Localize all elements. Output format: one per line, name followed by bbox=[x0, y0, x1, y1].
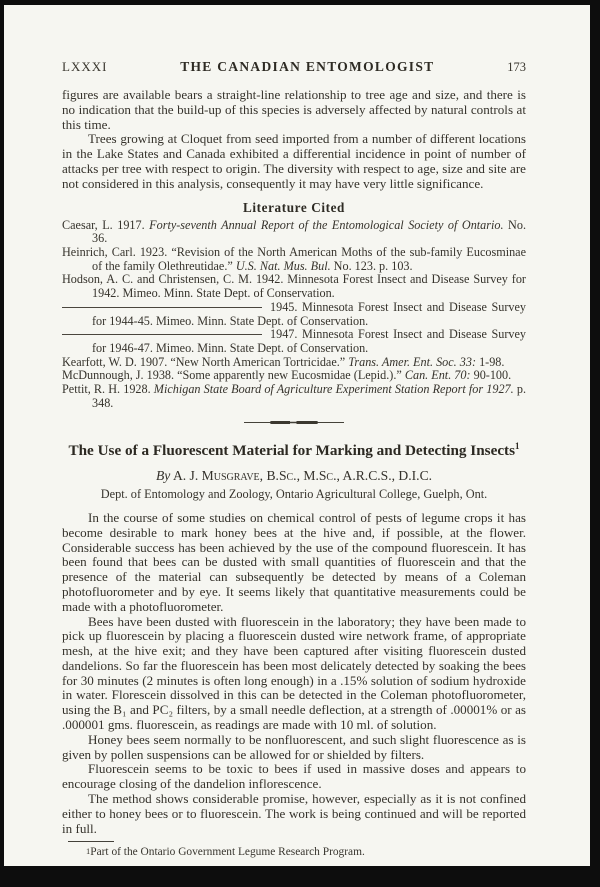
citation-text: 90-100. bbox=[470, 368, 512, 383]
citation-text: No. 123. p. 103. bbox=[330, 258, 413, 273]
citation-entry bbox=[62, 356, 526, 370]
volume-label: LXXXI bbox=[62, 59, 108, 74]
title-footnote-marker: 1 bbox=[515, 441, 520, 452]
article-paragraph: Honey bees seem normally to be nonfluorescent, and such slight fluorescence as is given by pollen suspensions can be allowed for or shielded by filters. bbox=[62, 731, 526, 762]
citation-italic: Michigan State Board of Agriculture Experiment Station Report for 1927. bbox=[153, 382, 514, 397]
citation-text: Hodson, A. C. and Christensen, C. M. 1942. Minnesota Forest Insect and Disease Survey for 1942. Mimeo. Minn. State Dept. of Conservation. bbox=[62, 272, 526, 301]
article-title-text: The Use of a Fluorescent Material for Marking and Detecting Insects bbox=[68, 442, 516, 460]
citation-entry bbox=[62, 328, 526, 355]
literature-cited-heading: Literature Cited bbox=[242, 199, 345, 215]
article-paragraph: Fluorescein seems to be toxic to bees if used in massive doses and appears to encourage closing of the dandelion inflorescence. bbox=[62, 761, 526, 792]
prev-article-paragraph: Trees growing at Cloquet from seed imported from a number of different locations in the Lake States and Canada exhibited a differential incidence in point of number of attacks per tree with respect to origin. The diversity with respect to age, size and site are not considered in this analysis, consequently it may have very little significance. bbox=[62, 131, 526, 191]
journal-title: THE CANADIAN ENTOMOLOGIST bbox=[180, 59, 435, 74]
citation-text: 1945. Minnesota Forest Insect and Disease Survey for 1944-45. Mimeo. Minn. State Dept. of Conservation. bbox=[92, 299, 526, 328]
citation-italic: U.S. Nat. Mus. Bul. bbox=[235, 258, 331, 273]
byline bbox=[62, 468, 526, 484]
article-paragraph: In the course of some studies on chemical control of pests of legume crops it has become desirable to mark honey bees at the hive and, if possible, at the flower. Considerable success has been achieved by the use of the compound fluorescein. It has been found that bees can be dusted with small quantities of fluorescein and that the presence of the material can subsequently be detected by means of a Coleman photofluorometer and by eye. It seems likely that quantitative measurements could be made with a photofluorometer. bbox=[62, 509, 526, 614]
citation-entry bbox=[62, 246, 526, 273]
repeat-author-dash bbox=[62, 334, 262, 335]
footnote-text-line bbox=[62, 845, 526, 859]
author-degrees: B.Sc., M.Sc., A.R.C.S., D.I.C. bbox=[263, 467, 433, 483]
citation-entry bbox=[62, 301, 526, 328]
article-body bbox=[62, 511, 526, 837]
citation-text: 1-98. bbox=[476, 354, 505, 369]
author-name: A. J. Musgrave, bbox=[170, 467, 264, 483]
footnote-rule bbox=[68, 841, 114, 842]
running-header bbox=[62, 59, 526, 75]
section-divider-ornament bbox=[244, 419, 344, 425]
citation-entry bbox=[62, 219, 526, 246]
page-number: 173 bbox=[507, 60, 526, 74]
citation-text: 1947. Minnesota Forest Insect and Disease Survey for 1946-47. Mimeo. Minn. State Dept. of Conservation. bbox=[92, 327, 526, 355]
footnote bbox=[62, 841, 526, 859]
article-paragraph: The method shows considerable promise, however, especially as it is not confined either to honey bees or to fluorescein. The work is being continued and will be reported in full. bbox=[62, 791, 526, 836]
citation-text: Kearfott, W. D. 1907. “New North American Tortricidae.” bbox=[62, 354, 349, 369]
page-content bbox=[4, 5, 590, 859]
citation-italic: Can. Ent. 70: bbox=[404, 368, 471, 383]
footnote-text: Part of the Ontario Government Legume Research Program. bbox=[90, 846, 365, 859]
citation-text: Caesar, L. 1917. bbox=[62, 217, 150, 232]
article-paragraph: Bees have been dusted with fluorescein in the laboratory; they have been made to pick up fluorescein by placing a fluorescein dusted wire network frame, of appropriate mesh, at the hive exit; and they have been captured after visiting fluorescein dusted dandelions. So far the fluorescein has been most delicately detected by soaking the bees for 30 minutes (2 minutes is often long enough) in a .15% solution of sodium hydroxide in water. Florescein dissolved in this can be detected in the Coleman photofluorometer, using the B₁ and PC₂ filters, by a small needle deflection, at a strength of .00001% or as .000001 gms. fluorescein, as readings are made with 10 ml. of solution. bbox=[62, 613, 526, 733]
citation-italic: Trans. Amer. Ent. Soc. 33: bbox=[348, 354, 477, 369]
affiliation: Dept. of Entomology and Zoology, Ontario Agricultural College, Guelph, Ont. bbox=[100, 486, 488, 501]
citation-text: McDunnough, J. 1938. “Some apparently new Eucosmidae (Lepid.).” bbox=[62, 368, 405, 383]
article-title bbox=[62, 437, 526, 461]
citation-entry bbox=[62, 369, 526, 383]
repeat-author-dash bbox=[62, 307, 262, 308]
citation-text: Pettit, R. H. 1928. bbox=[62, 382, 154, 397]
citation-text: p. 348. bbox=[92, 382, 526, 410]
citation-entry bbox=[62, 273, 526, 300]
scanned-journal-page bbox=[4, 5, 590, 866]
prev-article-paragraph: figures are available bears a straight-line relationship to tree age and size, and there is no indication that the build-up of this species is adversely affected by natural controls at this time. bbox=[62, 87, 526, 132]
byline-by: By bbox=[155, 467, 171, 483]
citation-italic: Forty-seventh Annual Report of the Entomological Society of Ontario. bbox=[149, 217, 504, 232]
citation-text: No. 36. bbox=[92, 217, 526, 246]
footnote-marker: 1 bbox=[86, 846, 91, 857]
citation-entry bbox=[62, 383, 526, 410]
citation-text: Heinrich, Carl. 1923. “Revision of the North American Moths of the sub-family Eucosminae of the family Olethreutidae.” bbox=[62, 244, 526, 273]
